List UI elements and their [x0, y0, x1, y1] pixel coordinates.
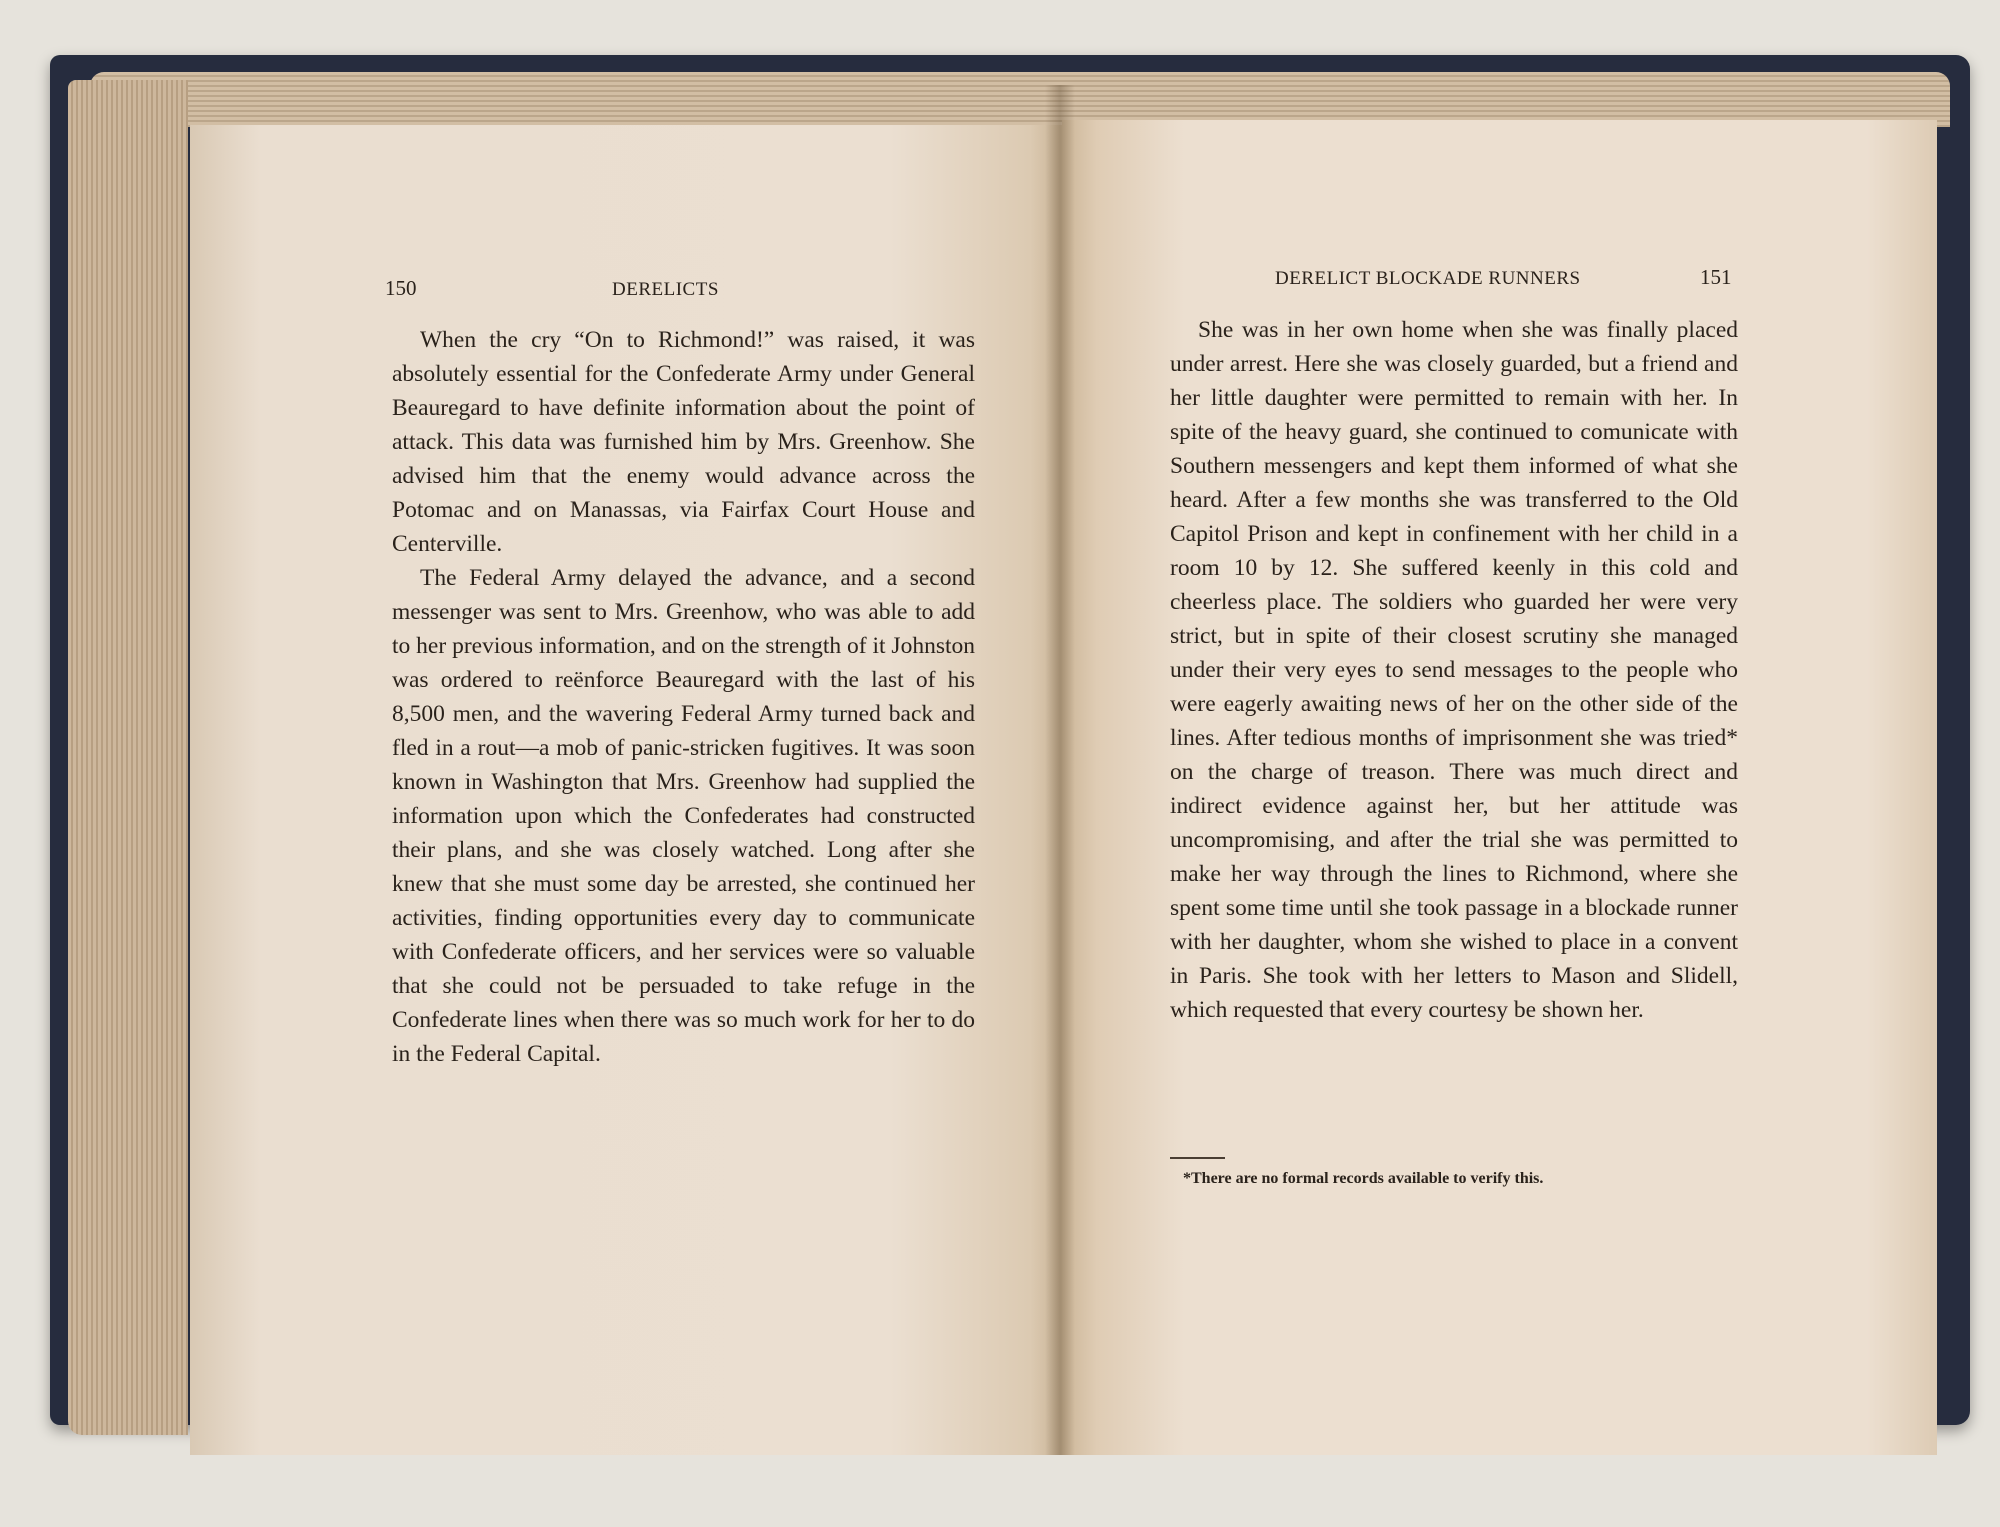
footnote: *There are no formal records available to verify this. — [1183, 1170, 1544, 1187]
left-running-head: DERELICTS — [612, 279, 719, 300]
book-gutter — [1045, 85, 1075, 1455]
footnote-rule — [1170, 1157, 1225, 1159]
left-page-body — [392, 323, 975, 1071]
right-paragraph-1: She was in her own home when she was finally placed under arrest. Here she was closely guarded, but a friend and her little daughter were permitted to remain with her. In spite of the heavy guard, she continued to comunicate with Southern messengers and kept them informed of what she heard. After a few months she was transferred to the Old Capitol Prison and kept in confinement with her child in a room 10 by 12. She suffered keenly in this cold and cheerless place. The soldiers who guarded her were very strict, but in spite of their closest scrutiny she managed under their very eyes to send messages to the people who were eagerly awaiting news of her on the other side of the lines. After tedious months of imprisonment she was tried* on the charge of treason. There was much direct and indirect evidence against her, but her attitude was uncompromising, and after the trial she was permitted to make her way through the lines to Richmond, where she spent some time until she took passage in a blockade runner with her daughter, whom she wished to place in a convent in Paris. She took with her letters to Mason and Slidell, which requested that every courtesy be shown her. — [1170, 317, 1738, 1023]
left-paragraph-1: When the cry “On to Richmond!” was raised, it was absolutely essential for the Confederate Army under General Beauregard to have definite information about the point of attack. This data was furnished him by Mrs. Greenhow. She advised him that the enemy would advance across the Potomac and on Manassas, via Fairfax Court House and Centerville. — [392, 327, 975, 557]
left-paragraph-2: The Federal Army delayed the advance, and a second messenger was sent to Mrs. Greenhow, who was able to add to her previous information, and on the strength of it Johnston was ordered to reënforce Beauregard with the last of his 8,500 men, and the wavering Federal Army turned back and fled in a rout—a mob of panic-stricken fugitives. It was soon known in Washington that Mrs. Greenhow had supplied the information upon which the Confederates had constructed their plans, and she was closely watched. Long after she knew that she must some day be arrested, she continued her activities, finding opportunities every day to communicate with Confederate officers, and her services were so valuable that she could not be persuaded to take refuge in the Confederate lines when there was so much work for her to do in the Federal Capital. — [392, 565, 975, 1067]
page-side-edges — [68, 80, 188, 1435]
right-page-body — [1170, 313, 1738, 1027]
page-top-edges — [90, 72, 1950, 127]
left-page-number: 150 — [385, 276, 417, 300]
right-page-number: 151 — [1700, 265, 1732, 289]
right-running-head: DERELICT BLOCKADE RUNNERS — [1275, 268, 1581, 289]
